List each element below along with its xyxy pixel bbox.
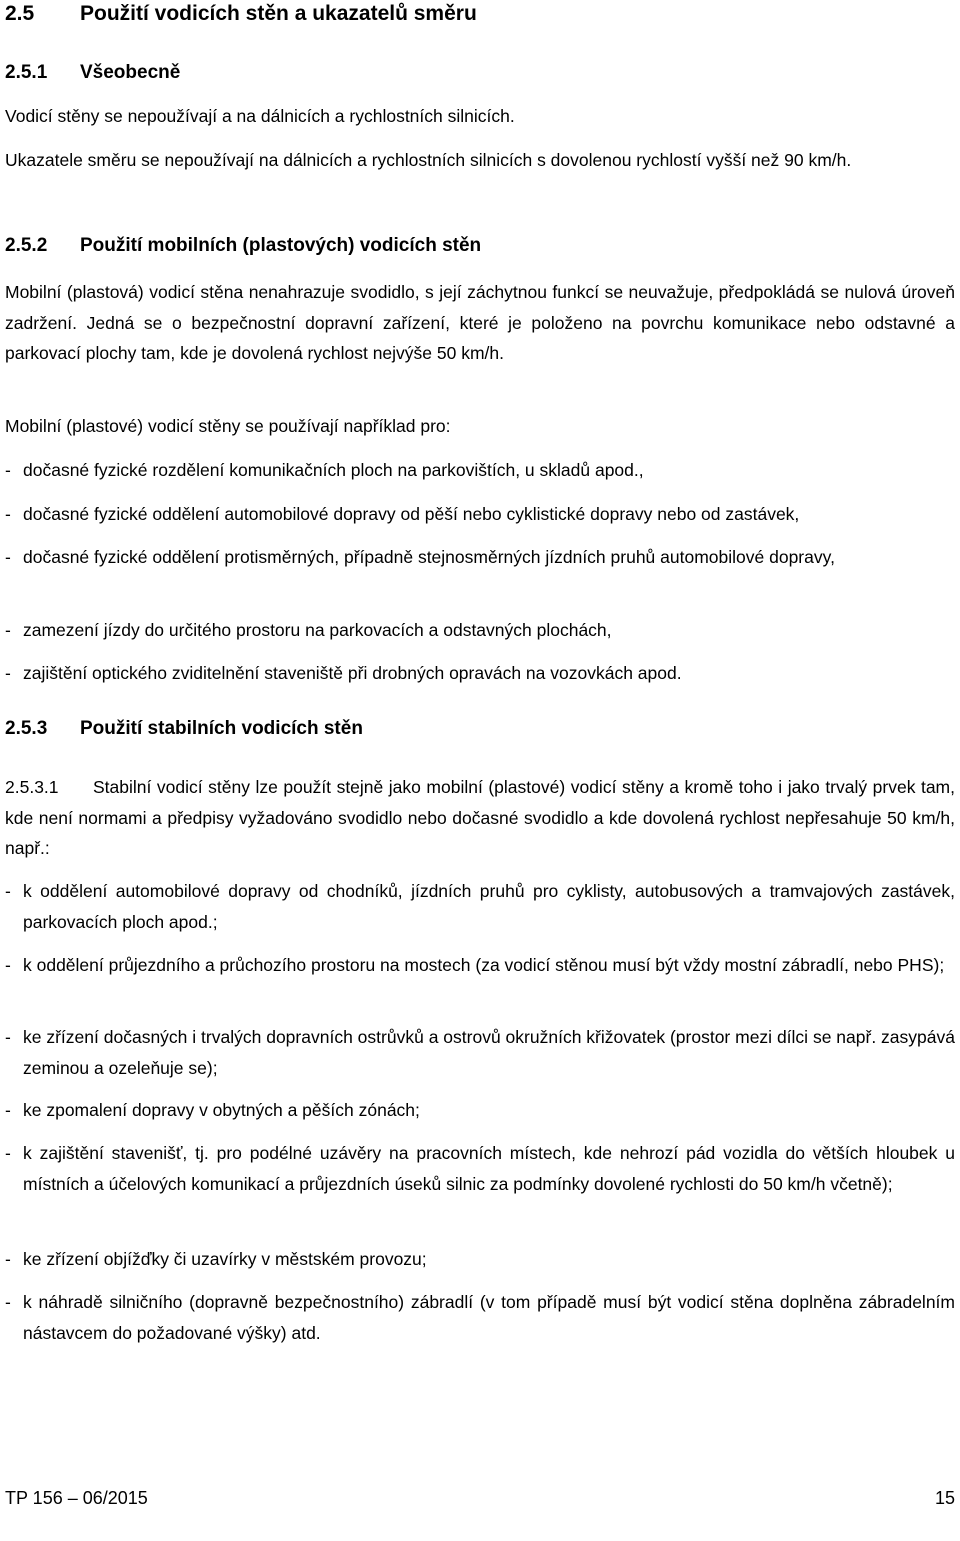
section-title: Všeobecně	[80, 62, 181, 83]
paragraph-number: 2.5.3.1	[5, 777, 59, 797]
list-item	[5, 1138, 955, 1199]
bullet-dash: -	[5, 1143, 11, 1163]
bullet-dash: -	[5, 1292, 11, 1312]
section-number: 2.5.2	[5, 235, 48, 256]
section-number: 2.5.1	[5, 62, 48, 83]
list-item-text: ke zpomalení dopravy v obytných a pěších zónách;	[23, 1100, 420, 1120]
paragraph-vodici-steny: Vodicí stěny se nepoužívají a na dálnicích a rychlostních silnicích.	[5, 106, 515, 126]
list-item-text: k zajištění stavenišť, tj. pro podélné uzávěry na pracovních místech, kde nehrozí pád vozidla do větších hloubek u místních a účelových komunikací a průjezdních úseků silnic za podmínky dovolené rychlosti do 50 km/h včetně);	[23, 1143, 955, 1194]
list-item	[5, 499, 955, 530]
bullet-dash: -	[5, 547, 11, 567]
list-item-text: k oddělení automobilové dopravy od chodníků, jízdních pruhů pro cyklisty, autobusových a tramvajových zastávek, parkovacích ploch apod.;	[23, 881, 955, 932]
list-item-text: dočasné fyzické oddělení protisměrných, případně stejnosměrných jízdních pruhů automobilové dopravy,	[23, 547, 835, 567]
paragraph-ukazatele-smeru: Ukazatele směru se nepoužívají na dálnicích a rychlostních silnicích s dovolenou rychlostí vyšší než 90 km/h.	[5, 150, 852, 170]
list-item-text: zamezení jízdy do určitého prostoru na parkovacích a odstavných plochách,	[23, 620, 612, 640]
list-item-text: dočasné fyzické rozdělení komunikačních ploch na parkovištích, u skladů apod.,	[23, 460, 644, 480]
bullet-dash: -	[5, 1249, 11, 1269]
list-item-text: zajištění optického zviditelnění staveniště při drobných opravách na vozovkách apod.	[23, 663, 682, 683]
bullet-dash: -	[5, 1100, 11, 1120]
section-title: Použití vodicích stěn a ukazatelů směru	[80, 2, 477, 25]
section-title: Použití mobilních (plastových) vodicích stěn	[80, 235, 482, 256]
list-item	[5, 455, 955, 486]
paragraph-pouzivaji-pro: Mobilní (plastové) vodicí stěny se používají například pro:	[5, 416, 451, 436]
paragraph-stabilni-steny	[5, 772, 955, 864]
bullet-dash: -	[5, 881, 11, 901]
section-number: 2.5	[5, 2, 35, 25]
footer-page-number: 15	[934, 1488, 955, 1508]
list-item	[5, 1022, 955, 1083]
list-item	[5, 1287, 955, 1348]
paragraph-text: Stabilní vodicí stěny lze použít stejně jako mobilní (plastové) vodicí stěny a kromě toho i jako trvalý prvek tam, kde není normami a předpisy vyžadováno svodidlo nebo dočasné svodidlo a kde dovolená rychlost nepřesahuje 50 km/h, např.:	[5, 777, 955, 858]
section-number: 2.5.3	[5, 718, 48, 739]
paragraph-mobilni-stena: Mobilní (plastová) vodicí stěna nenahrazuje svodidlo, s její záchytnou funkcí se neuvažuje, předpokládá se nulová úroveň zadržení. Jedná se o bezpečnostní dopravní zařízení, které je položeno na povrchu komunikace nebo odstavné a parkovací plochy tam, kde je dovolená rychlost nejvýše 50 km/h.	[5, 282, 955, 363]
list-item-text: ke zřízení objížďky či uzavírky v městském provozu;	[23, 1249, 427, 1269]
list-item	[5, 950, 955, 981]
list-item	[5, 615, 955, 646]
bullet-dash: -	[5, 955, 11, 975]
section-heading-2-5	[5, 0, 955, 28]
list-item-text: dočasné fyzické oddělení automobilové dopravy od pěší nebo cyklistické dopravy nebo od zastávek,	[23, 504, 800, 524]
section-heading-2-5-1	[5, 60, 955, 86]
list-item	[5, 876, 955, 937]
section-heading-2-5-2	[5, 233, 955, 259]
bullet-dash: -	[5, 663, 11, 683]
list-item-text: ke zřízení dočasných i trvalých dopravních ostrůvků a ostrovů okružních křižovatek (prostor mezi dílci se např. zasypává zeminou a ozeleňuje se);	[23, 1027, 955, 1078]
list-item	[5, 1244, 955, 1275]
list-item	[5, 542, 955, 573]
footer-document-id: TP 156 – 06/2015	[5, 1488, 148, 1508]
list-item	[5, 1095, 955, 1126]
list-item	[5, 658, 955, 689]
bullet-dash: -	[5, 1027, 11, 1047]
section-heading-2-5-3	[5, 716, 955, 742]
list-item-text: k náhradě silničního (dopravně bezpečnostního) zábradlí (v tom případě musí být vodicí stěna doplněna zábradelním nástavcem do požadované výšky) atd.	[23, 1292, 955, 1343]
bullet-dash: -	[5, 620, 11, 640]
bullet-dash: -	[5, 504, 11, 524]
bullet-dash: -	[5, 460, 11, 480]
list-item-text: k oddělení průjezdního a průchozího prostoru na mostech (za vodicí stěnou musí být vždy mostní zábradlí, nebo PHS);	[23, 955, 945, 975]
section-title: Použití stabilních vodicích stěn	[80, 718, 363, 739]
